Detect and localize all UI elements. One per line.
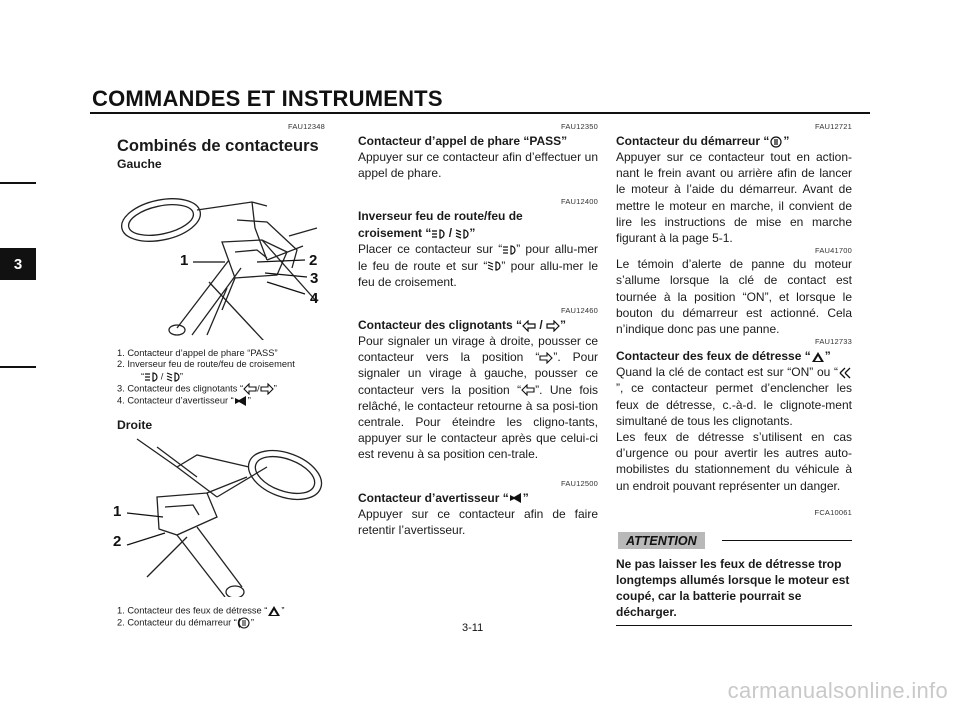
turn-right-icon xyxy=(539,352,553,364)
right-handlebar-illustration xyxy=(117,437,325,597)
low-beam-icon xyxy=(166,371,180,383)
ref-code: FAU12721 xyxy=(814,122,852,131)
ref-code: FAU12348 xyxy=(287,122,325,131)
left-handlebar-illustration xyxy=(117,180,325,340)
caption-4: 4. Contacteur d’avertisseur “ ” xyxy=(117,395,251,406)
callout-1: 1 xyxy=(180,252,189,269)
starter-icon xyxy=(769,136,783,148)
hazard-switch-body: Quand la clé de contact est sur “ON” ou “”, ce contacteur permet d’enclencher les feux de détresse, c.-à-d. le clignote-ment simultané de tous les clignotants. xyxy=(616,365,852,428)
caution-rule xyxy=(722,540,852,541)
callout-2: 2 xyxy=(113,532,122,550)
right-heading: Droite xyxy=(117,417,153,432)
figure-right-handlebar xyxy=(113,437,325,597)
dimmer-switch-body: Placer ce contacteur sur “ ” pour allu-mer le feu de route et sur “ ” pour allu-mer le feu de croisement. xyxy=(358,242,598,289)
starter-icon xyxy=(237,617,251,629)
attention-badge: ATTENTION xyxy=(618,532,705,549)
starter-switch-title: Contacteur du démarreur “ ” xyxy=(616,134,790,148)
callout-1: 1 xyxy=(113,502,122,520)
dimmer-switch-title-2: croisement “ / ” xyxy=(358,226,476,241)
caption-hazard: 1. Contacteur des feux de détresse “ ” xyxy=(117,605,285,616)
figure-left-handlebar xyxy=(117,180,325,340)
callout-3: 3 xyxy=(310,270,319,287)
low-beam-icon xyxy=(455,228,469,240)
ref-code: FAU12500 xyxy=(560,478,598,488)
column-right xyxy=(616,122,852,626)
parking-icon xyxy=(838,367,852,379)
caption-starter: 2. Contacteur du démarreur “ ” xyxy=(117,617,254,628)
starter-switch-body: Appuyer sur ce contacteur tout en action-nant le frein avant ou arrière afin de lancer le moteur à l’aide du démarreur. Avant de mettre le moteur en marche, il convient de lire les instructions de mise en marche figurant à la page 5-1. xyxy=(616,150,852,246)
callout-2: 2 xyxy=(309,252,318,269)
dimmer-switch-title: Inverseur feu de route/feu de xyxy=(358,209,523,224)
caption-2: 2. Inverseur feu de route/feu de croisement xyxy=(117,359,295,370)
caption-2-symbols: “ / ” xyxy=(141,371,183,382)
turn-left-icon xyxy=(521,384,535,396)
caution-text: Ne pas laisser les feux de détresse trop longtemps allumés lorsque le moteur est coupé, car la batterie pourrait se décharger. xyxy=(616,556,850,619)
horn-switch-body: Appuyer sur ce contacteur afin de faire retentir l’avertisseur. xyxy=(358,506,598,537)
caution-end-rule xyxy=(616,625,852,626)
high-beam-icon xyxy=(144,371,158,383)
ref-code: FAU12460 xyxy=(560,306,598,316)
horn-icon xyxy=(509,492,523,504)
high-beam-icon xyxy=(431,228,445,240)
horn-switch-title: Contacteur d’avertisseur “ ” xyxy=(358,490,529,505)
column-middle xyxy=(358,122,598,538)
hazard-switch-title: Contacteur des feux de détresse “ ” xyxy=(616,349,831,364)
chapter-rule-bottom xyxy=(0,366,36,368)
horn-icon xyxy=(234,395,248,407)
ref-code: FAU12400 xyxy=(560,197,598,207)
hazard-icon xyxy=(267,605,281,617)
page-header-title: COMMANDES ET INSTRUMENTS xyxy=(92,86,443,111)
ref-code: FAU41700 xyxy=(814,246,852,256)
turn-signal-title: Contacteur des clignotants “ / ” xyxy=(358,318,567,333)
chapter-rule-top xyxy=(0,182,36,184)
pass-switch-body: Appuyer sur ce contacteur afin d’effectuer un appel de phare. xyxy=(358,150,598,181)
watermark: carmanualsonline.info xyxy=(727,678,948,703)
caption-1: 1. Contacteur d’appel de phare “PASS” xyxy=(117,348,278,358)
turn-right-icon xyxy=(546,320,560,332)
hazard-icon xyxy=(811,351,825,363)
section-title: Combinés de contacteurs xyxy=(117,137,319,155)
left-heading: Gauche xyxy=(117,157,162,171)
turn-right-icon xyxy=(260,383,274,395)
page-number: 3-11 xyxy=(462,622,484,634)
ref-code: FAU12350 xyxy=(560,122,598,131)
header-rule xyxy=(90,112,870,114)
turn-left-icon xyxy=(243,383,257,395)
callout-4: 4 xyxy=(310,290,319,307)
pass-switch-title: Contacteur d’appel de phare “PASS” xyxy=(358,134,568,148)
caution-header xyxy=(616,530,852,550)
turn-left-icon xyxy=(522,320,536,332)
caption-3: 3. Contacteur des clignotants “ / ” xyxy=(117,383,277,394)
ref-code: FAU12733 xyxy=(814,337,852,347)
high-beam-icon xyxy=(502,244,516,256)
turn-signal-body: Pour signaler un virage à droite, pousser ce contacteur vers la position “ ”. Pour signaler un virage à gauche, pousser ce contacteur vers la position “ ”. Une fois relâché, le contacteur retourne à sa posi-tion centrale. Pour éteindre les cligno-tants, appuyer sur le contacteur après que celui-ci est revenu à sa position cen-trale. xyxy=(358,334,598,462)
ref-code: FCA10061 xyxy=(814,507,852,517)
engine-warning-body: Le témoin d’alerte de panne du moteur s’allume lorsque la clé de contact est tournée à la position “ON”, et lorsque le bouton du démarreur est actionné. Cela n’indique donc pas une panne. xyxy=(616,257,852,337)
column-left xyxy=(113,122,325,629)
low-beam-icon xyxy=(487,260,501,272)
chapter-tab: 3 xyxy=(0,248,36,280)
hazard-switch-body-2: Les feux de détresse s’utilisent en cas d’urgence ou pour avertir les autres auto-mobilistes du stationnement du véhicule à un endroit pouvant représenter un danger. xyxy=(616,430,852,493)
